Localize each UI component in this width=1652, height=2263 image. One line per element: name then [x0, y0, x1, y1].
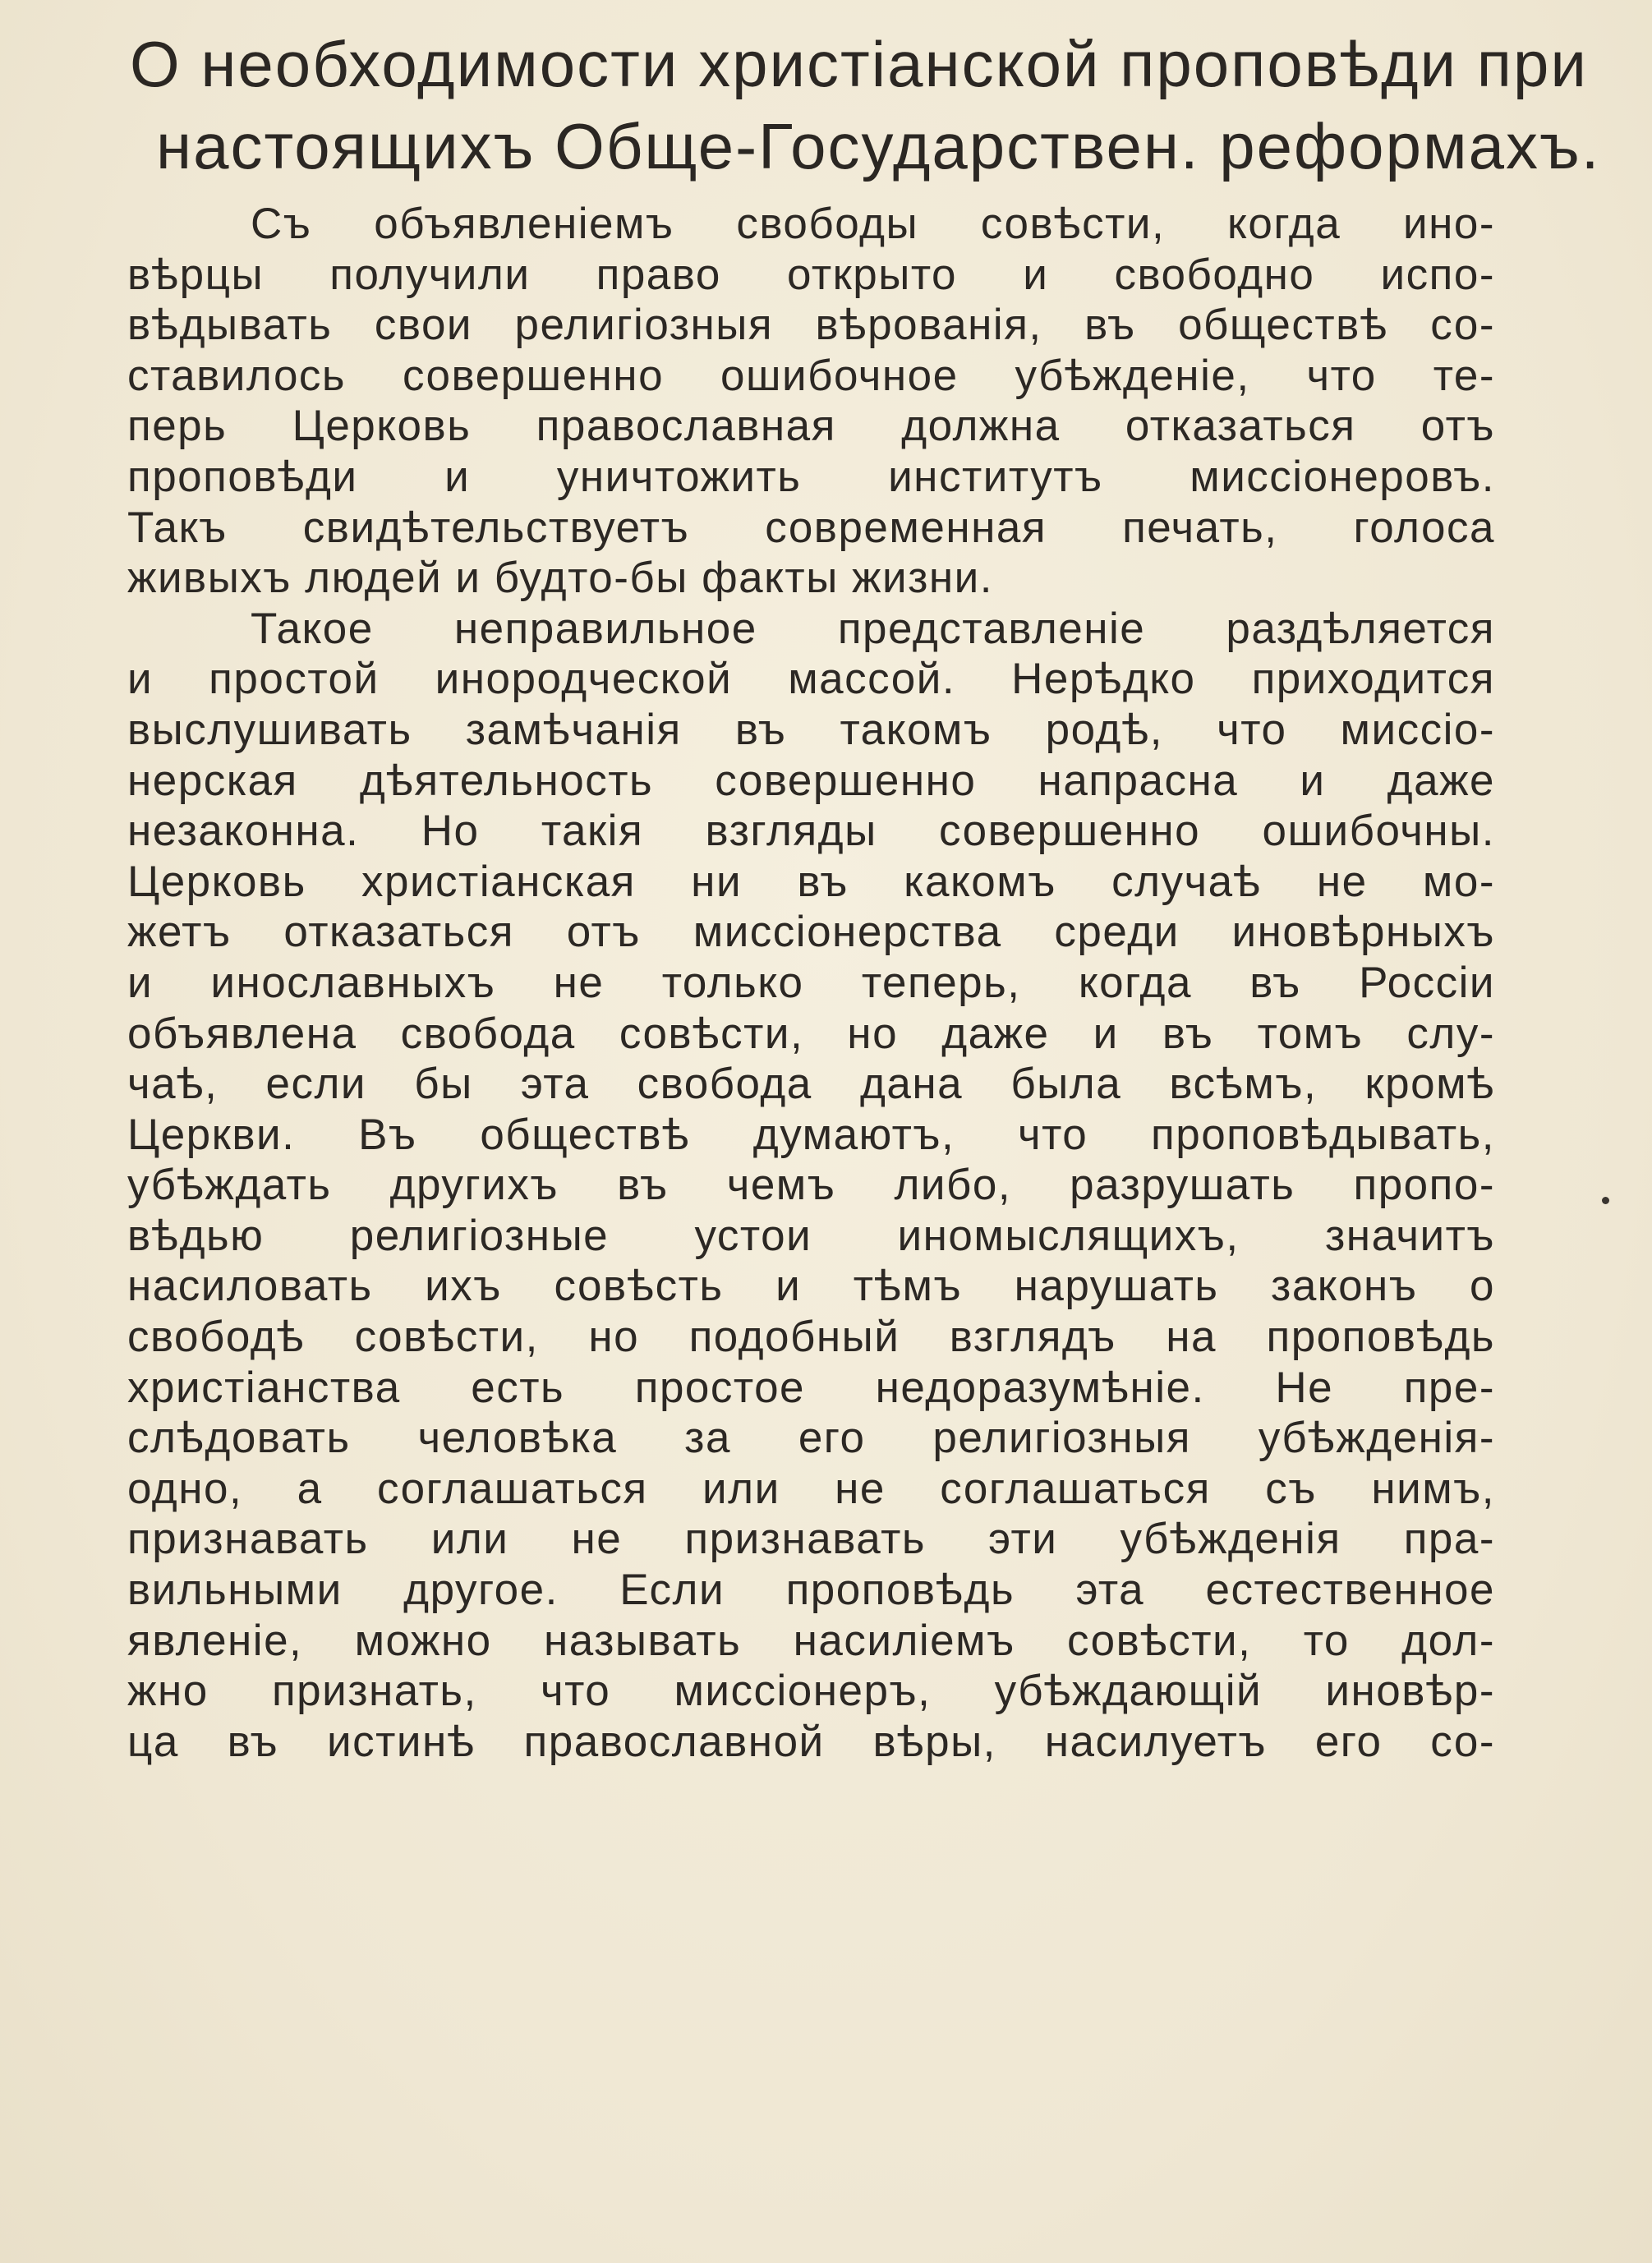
title-line-2: настоящихъ Обще-Государствен. реформахъ. — [156, 110, 1601, 182]
text-line: вѣрцы получили право открыто и свободно испо- — [127, 250, 1495, 299]
text-line: вильными другое. Если проповѣдь эта естественное — [127, 1566, 1495, 1615]
text-line: христіанства есть простое недоразумѣніе. Не пре- — [127, 1363, 1495, 1412]
text-line: вѣдью религіозные устои иномыслящихъ, значитъ — [127, 1211, 1495, 1260]
text-line: одно, а соглашаться или не соглашаться съ нимъ, — [127, 1464, 1495, 1513]
text-line: Такое неправильное представленіе раздѣляется — [251, 604, 1495, 653]
text-line: и простой инородческой массой. Нерѣдко приходится — [127, 655, 1495, 704]
text-line: свободѣ совѣсти, но подобный взглядъ на проповѣдь — [127, 1313, 1495, 1362]
ink-speck — [1602, 1197, 1609, 1204]
text-line: вѣдывать свои религіозныя вѣрованія, въ обществѣ со- — [127, 301, 1495, 350]
text-line: нерская дѣятельность совершенно напрасна и даже — [127, 756, 1495, 805]
text-line: убѣждать другихъ въ чемъ либо, разрушать пропо- — [127, 1161, 1495, 1210]
text-line: ца въ истинѣ православной вѣры, насилуетъ его со- — [127, 1717, 1495, 1766]
text-line: признавать или не признавать эти убѣжденія пра- — [127, 1515, 1495, 1564]
text-line: насиловать ихъ совѣсть и тѣмъ нарушать законъ о — [127, 1262, 1495, 1311]
text-line: объявлена свобода совѣсти, но даже и въ томъ слу- — [127, 1009, 1495, 1058]
text-line: явленіе, можно называть насиліемъ совѣсти, то дол- — [127, 1616, 1495, 1665]
text-line: Церкви. Въ обществѣ думаютъ, что проповѣдывать, — [127, 1110, 1495, 1159]
text-line: жетъ отказаться отъ миссіонерства среди иновѣрныхъ — [127, 908, 1495, 957]
text-line: слѣдовать человѣка за его религіозныя убѣжденія- — [127, 1414, 1495, 1463]
text-line: Съ объявленіемъ свободы совѣсти, когда ино- — [251, 200, 1495, 248]
page-title — [123, 23, 1601, 187]
text-line: незаконна. Но такія взгляды совершенно ошибочны. — [127, 807, 1495, 856]
text-line: и инославныхъ не только теперь, когда въ Россіи — [127, 958, 1495, 1007]
text-line: проповѣди и уничтожить институтъ миссіонеровъ. — [127, 452, 1495, 501]
text-line: Церковь христіанская ни въ какомъ случаѣ не мо- — [127, 857, 1495, 906]
body-text — [127, 199, 1495, 1767]
text-line: перь Церковь православная должна отказаться отъ — [127, 402, 1495, 451]
text-line: жно признать, что миссіонеръ, убѣждающій иновѣр- — [127, 1667, 1495, 1716]
text-line: ставилось совершенно ошибочное убѣжденіе, что те- — [127, 351, 1495, 400]
text-line: Такъ свидѣтельствуетъ современная печать, голоса — [127, 503, 1495, 552]
text-line: выслушивать замѣчанія въ такомъ родѣ, что миссіо- — [127, 705, 1495, 754]
title-line-1: О необходимости христіанской проповѣди при — [130, 28, 1588, 100]
text-line: живыхъ людей и будто-бы факты жизни. — [127, 554, 993, 603]
text-line: чаѣ, если бы эта свобода дана была всѣмъ, кромѣ — [127, 1060, 1495, 1109]
